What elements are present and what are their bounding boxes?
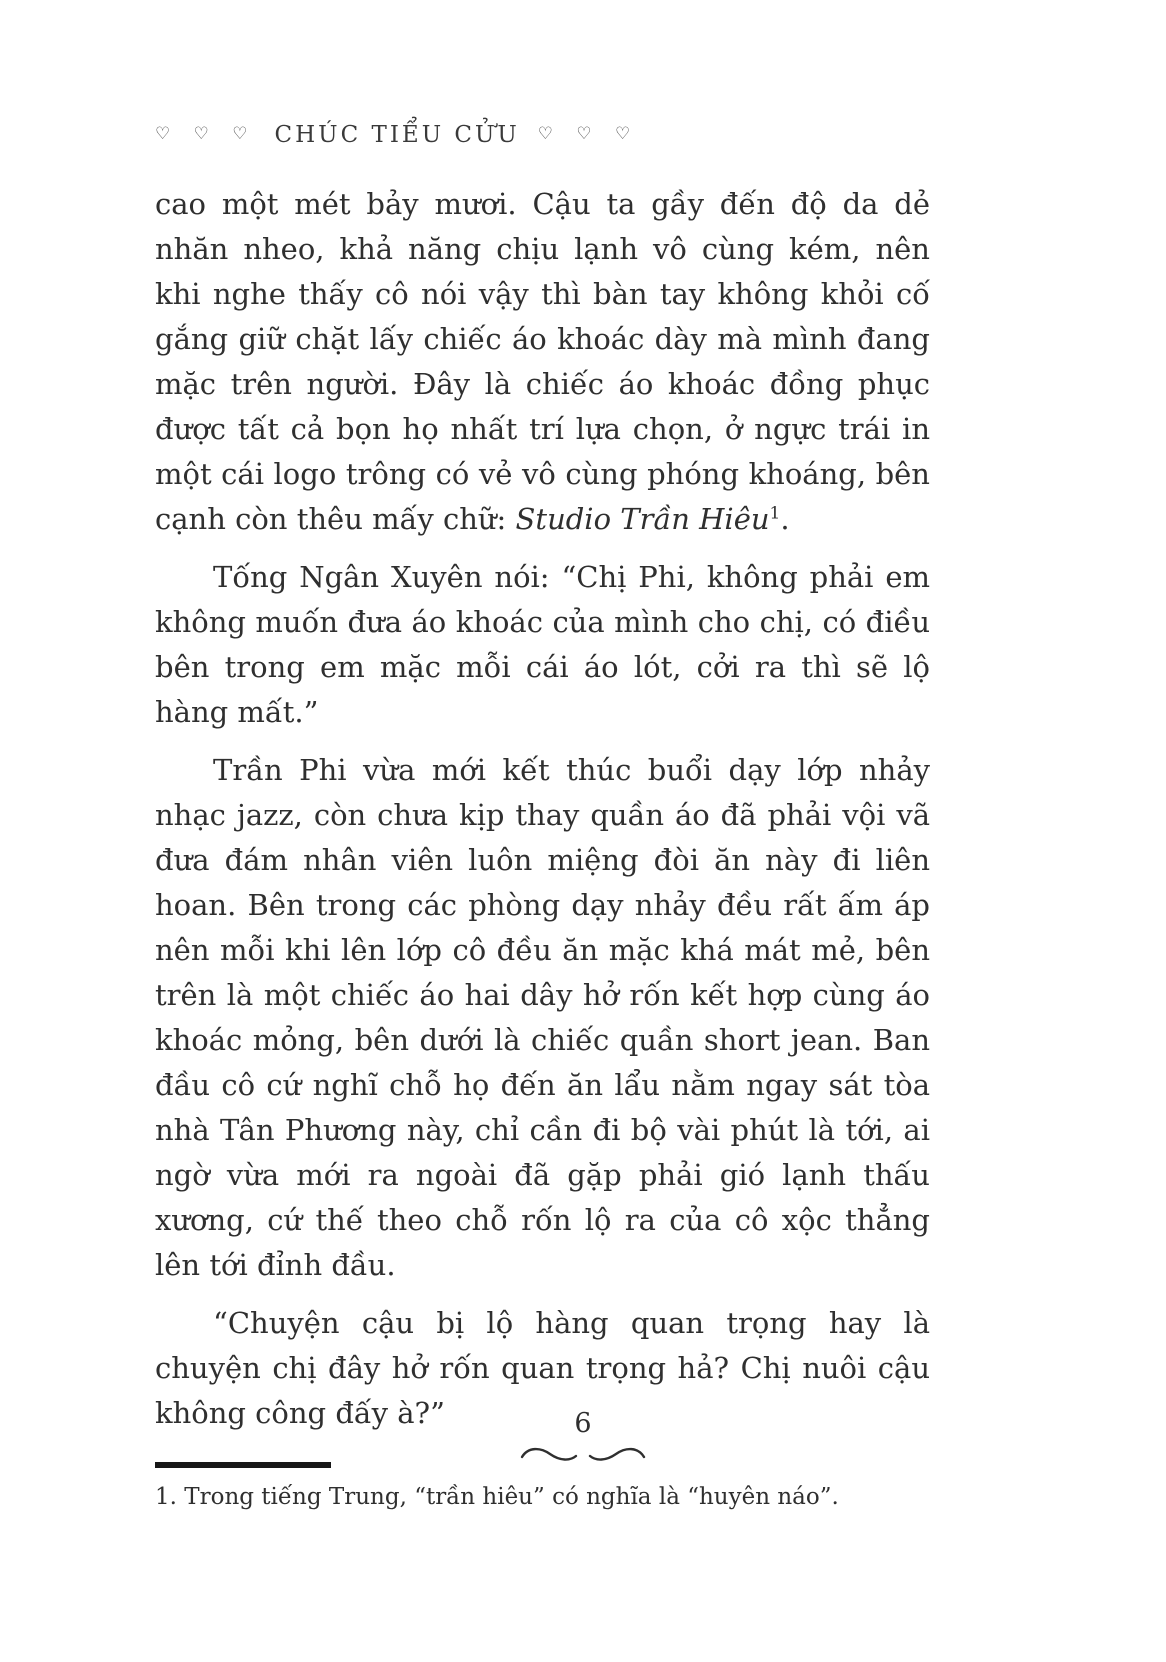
- paragraph-3: Trần Phi vừa mới kết thúc buổi dạy lớp nhảy nhạc jazz, còn chưa kịp thay quần áo đã phải vội vã đưa đám nhân viên luôn miệng đòi ăn này đi liên hoan. Bên trong các phòng dạy nhảy đều rất ấm áp nên mỗi khi lên lớp cô đều ăn mặc khá mát mẻ, bên trên là một chiếc áo hai dây hở rốn kết hợp cùng áo khoác mỏng, bên dưới là chiếc quần short jean. Ban đầu cô cứ nghĩ chỗ họ đến ăn lẩu nằm ngay sát tòa nhà Tân Phương này, chỉ cần đi bộ vài phút là tới, ai ngờ vừa mới ra ngoài đã gặp phải gió lạnh thấu xương, cứ thế theo chỗ rốn lộ ra của cô xộc thẳng lên tới đỉnh đầu.: [155, 753, 930, 1282]
- footnote-block: [155, 1462, 930, 1513]
- footnote-reference: 1: [769, 503, 781, 524]
- paragraph-1-text: cao một mét bảy mươi. Cậu ta gầy đến độ da dẻ nhăn nheo, khả năng chịu lạnh vô cùng kém, nên khi nghe thấy cô nói vậy thì bàn tay không khỏi cố gắng giữ chặt lấy chiếc áo khoác dày mà mình đang mặc trên người. Đây là chiếc áo khoác đồng phục được tất cả bọn họ nhất trí lựa chọn, ở ngực trái in một cái logo trông có vẻ vô cùng phóng khoáng, bên cạnh còn thêu mấy chữ:: [155, 187, 930, 536]
- paragraph-1-tail: .: [780, 502, 790, 536]
- studio-name-italic: Studio Trần Hiêu: [515, 502, 770, 536]
- header-hearts-right-icon: ♡ ♡ ♡: [537, 124, 640, 144]
- footnote-text: 1. Trong tiếng Trung, “trần hiêu” có nghĩa là “huyên náo”.: [155, 1484, 839, 1510]
- paragraph-4: “Chuyện cậu bị lộ hàng quan trọng hay là chuyện chị đây hở rốn quan trọng hả? Chị nuôi cậu không công đấy à?”: [155, 1306, 930, 1430]
- running-header: [155, 122, 930, 148]
- body-text: [155, 182, 930, 1436]
- paragraph-2: Tống Ngân Xuyên nói: “Chị Phi, không phải em không muốn đưa áo khoác của mình cho chị, có điều bên trong em mặc mỗi cái áo lót, cởi ra thì sẽ lộ hàng mất.”: [155, 560, 930, 729]
- page-number: 6: [574, 1408, 592, 1439]
- header-hearts-left-icon: ♡ ♡ ♡: [155, 124, 257, 144]
- running-title: CHÚC TIỂU CỬU: [274, 122, 520, 148]
- paragraph-1: [155, 182, 930, 542]
- page-number-flourish-icon: [518, 1441, 648, 1467]
- page-footer: [0, 1408, 1166, 1467]
